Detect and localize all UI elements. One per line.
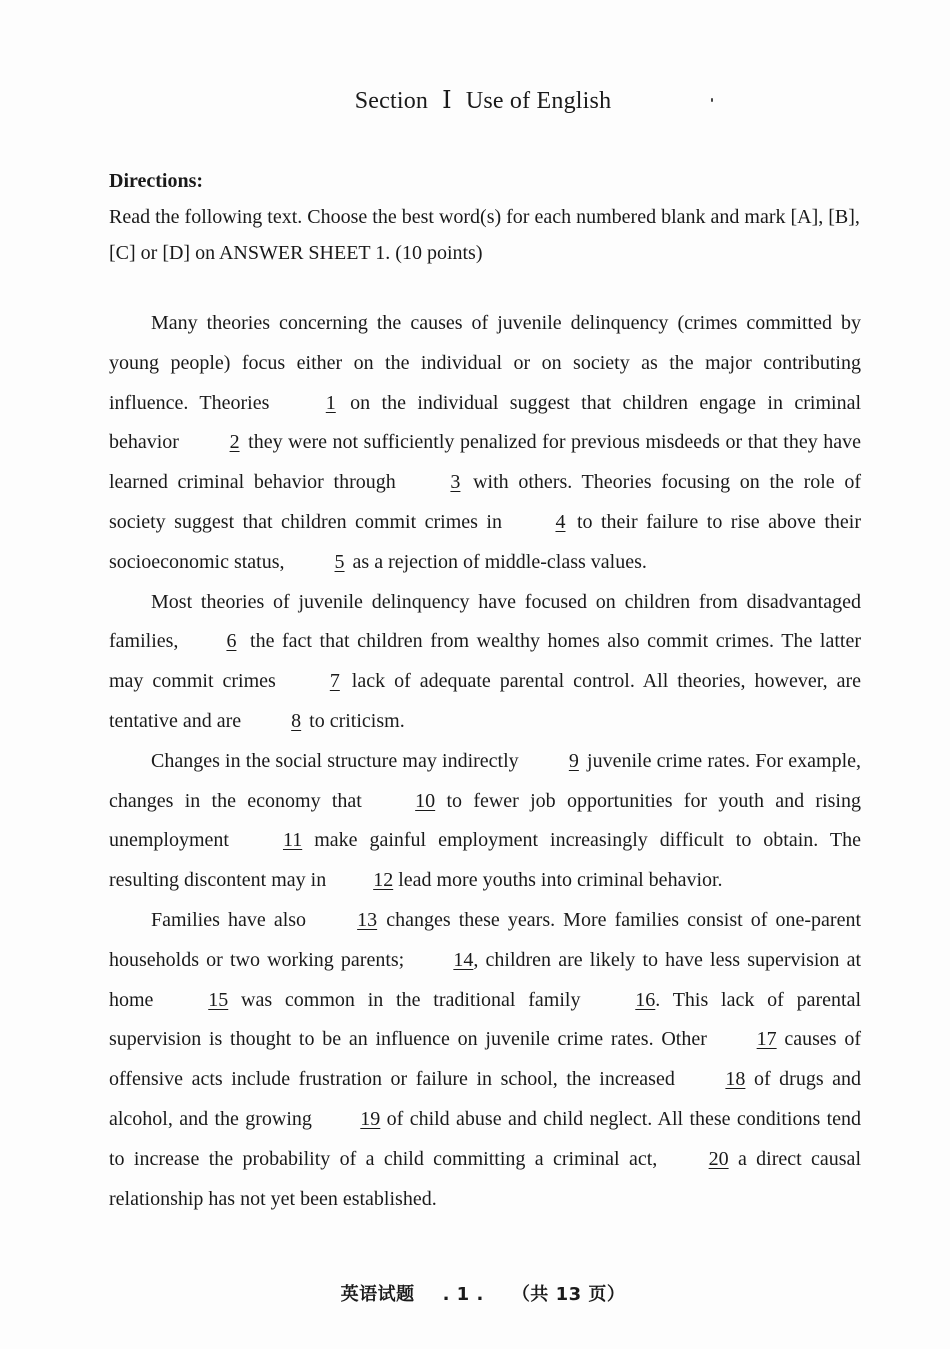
passage-text: to fewer job opportunities for youth and rising unemployment <box>109 789 861 852</box>
paragraph-3 <box>109 742 861 901</box>
blank-2: 2 <box>229 431 240 454</box>
paragraph-1 <box>109 304 861 583</box>
passage-text: on the individual suggest that children engage in criminal behavior <box>109 391 862 454</box>
passage-text: to their failure to rise above their socioeconomic status, <box>109 510 862 573</box>
passage-text: changes these years. More families consist of one-parent households or two working parents; <box>109 908 861 971</box>
passage-text: Many theories concerning the causes of juvenile delinquency (crimes committed by young people) focus either on the individual or on society as the major contributing influence. Theories <box>109 312 861 414</box>
blank-17: 17 <box>756 1028 777 1051</box>
passage-text: the fact that children from wealthy homes also commit crimes. The latter may commit crimes <box>109 630 862 693</box>
blank-15: 15 <box>208 988 229 1011</box>
blank-13: 13 <box>357 908 378 931</box>
blank-3: 3 <box>450 471 461 494</box>
passage-text: a direct causal relationship has not yet been established. <box>109 1147 861 1210</box>
passage-text: as a rejection of middle-class values. <box>352 550 647 573</box>
blank-6: 6 <box>226 630 237 653</box>
paragraph-4 <box>109 901 861 1219</box>
passage-text: . This lack of parental supervision is thought to be an influence on juvenile crime rates. Other <box>109 988 862 1051</box>
passage-text: make gainful employment increasingly difficult to obtain. The resulting discontent may in <box>109 829 861 892</box>
blank-19: 19 <box>360 1107 381 1130</box>
directions <box>109 163 861 271</box>
passage-text: lead more youths into criminal behavior. <box>398 869 723 892</box>
blank-1: 1 <box>325 391 336 414</box>
passage-text: of drugs and alcohol, and the growing <box>109 1068 862 1130</box>
blank-10: 10 <box>415 789 436 812</box>
blank-9: 9 <box>568 749 579 772</box>
passage-text: Most theories of juvenile delinquency have focused on children from disadvantaged families, <box>109 590 861 653</box>
passage-text: of child abuse and child neglect. All these conditions tend to increase the probability of a child committing a criminal act, <box>109 1107 862 1170</box>
footer-total-pages: （共 13 页） <box>511 1284 626 1305</box>
passage-text: to criticism. <box>309 709 405 732</box>
blank-11: 11 <box>282 829 303 852</box>
passage-text: Families have also <box>151 908 307 931</box>
blank-18: 18 <box>725 1068 746 1091</box>
blank-12: 12 <box>373 869 394 892</box>
footer-page-number: . 1 . <box>442 1284 484 1305</box>
directions-heading: Directions: <box>109 170 204 192</box>
blank-14: 14 <box>453 948 474 971</box>
passage-text: lack of adequate parental control. All theories, however, are tentative and are <box>109 670 861 732</box>
passage-text: they were not sufficiently penalized for previous misdeeds or that they have learned criminal behavior through <box>109 431 862 494</box>
section-label: Section <box>354 88 429 114</box>
passage-text: , children are likely to have less supervision at home <box>109 948 861 1011</box>
passage-text: juvenile crime rates. For example, changes in the economy that <box>109 749 862 812</box>
blank-7: 7 <box>329 670 340 693</box>
section-numeral: Ⅰ <box>442 88 452 114</box>
blank-8: 8 <box>291 709 302 732</box>
cloze-passage <box>109 304 861 1219</box>
blank-5: 5 <box>334 550 345 573</box>
passage-text: with others. Theories focusing on the role of society suggest that children commit crimes in <box>109 471 862 533</box>
blank-4: 4 <box>555 510 566 533</box>
passage-text: causes of offensive acts include frustration or failure in school, the increased <box>109 1028 861 1091</box>
directions-text: Read the following text. Choose the best word(s) for each numbered blank and mark [A], [B], [C] or [D] on ANSWER SHEET 1. (10 points) <box>109 206 860 264</box>
section-title <box>0 86 950 115</box>
page-footer <box>0 1280 950 1306</box>
section-name: Use of English <box>465 88 612 114</box>
footer-subject: 英语试题 <box>340 1284 415 1305</box>
passage-text: was common in the traditional family <box>241 988 581 1011</box>
blank-16: 16 <box>635 988 656 1011</box>
blank-20: 20 <box>708 1147 729 1170</box>
passage-text: Changes in the social structure may indirectly <box>151 749 519 772</box>
paragraph-2 <box>109 583 861 742</box>
